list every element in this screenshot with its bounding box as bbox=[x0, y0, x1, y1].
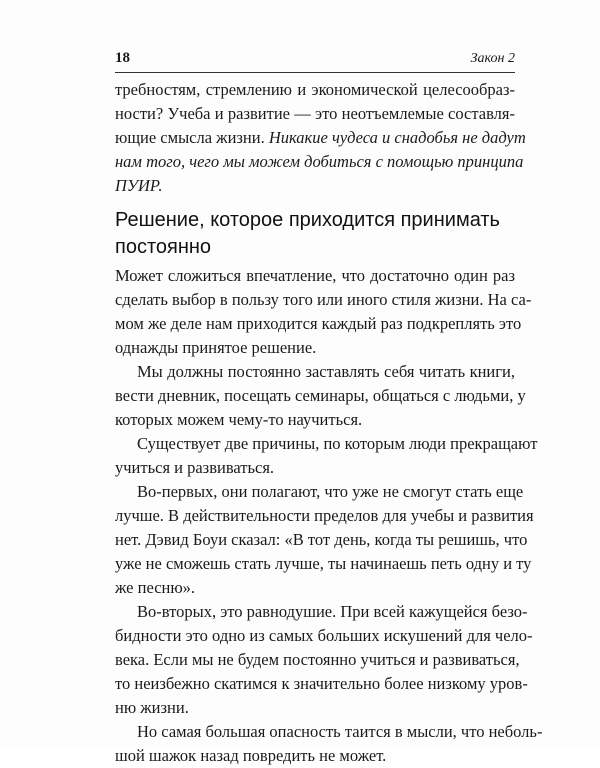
text-line: шой шажок назад повредить не может. bbox=[115, 746, 387, 765]
text-line: Во-вторых, это равнодушие. При всей кажущейся безо- bbox=[137, 602, 528, 621]
text-line: уже не сможешь стать лучше, ты начинаешь петь одну и ту bbox=[115, 554, 532, 573]
italic-text-segment: Никакие чудеса и снадобья не дадут bbox=[268, 128, 526, 147]
text-line: лучше. В действительности пределов для учебы и развития bbox=[115, 506, 534, 525]
page-number: 18 bbox=[115, 50, 130, 66]
heading-line: постоянно bbox=[115, 236, 212, 258]
text-line: бидности это одно из самых больших искушений для чело- bbox=[115, 626, 533, 645]
paragraph bbox=[115, 600, 533, 720]
text-line: требностям, стремлению и экономической целесообраз- bbox=[115, 80, 515, 99]
text-line: Существует две причины, по которым люди прекращают bbox=[137, 434, 538, 453]
text-line: то неизбежно скатимся к значительно более низкому уров- bbox=[115, 674, 528, 693]
heading-line: Решение, которое приходится принимать bbox=[115, 209, 500, 231]
chapter-title: Закон 2 bbox=[470, 51, 515, 66]
text-line-mixed bbox=[115, 126, 526, 150]
text-line: Но самая большая опасность таится в мысли, что неболь- bbox=[137, 722, 543, 741]
section-heading bbox=[115, 207, 515, 261]
text-line: которых можем чему-то научиться. bbox=[115, 410, 363, 429]
text-line: вести дневник, посещать семинары, общаться с людьми, у bbox=[115, 386, 526, 405]
italic-text-line: ПУИР. bbox=[115, 176, 163, 195]
text-line: мом же деле нам приходится каждый раз подкреплять это bbox=[115, 314, 522, 333]
text-segment: ющие смысла жизни. bbox=[115, 128, 265, 147]
running-header bbox=[115, 50, 515, 73]
text-line: Мы должны постоянно заставлять себя читать книги, bbox=[137, 362, 515, 381]
text-line: учиться и развиваться. bbox=[115, 458, 275, 477]
text-line: ню жизни. bbox=[115, 698, 189, 717]
paragraph bbox=[115, 360, 526, 432]
text-line: века. Если мы не будем постоянно учиться и развиваться, bbox=[115, 650, 520, 669]
text-line: однажды принятое решение. bbox=[115, 338, 317, 357]
text-line: же песню». bbox=[115, 578, 196, 597]
paragraph bbox=[115, 720, 543, 768]
intro-paragraph bbox=[115, 78, 526, 198]
text-line: Может сложиться впечатление, что достаточно один раз bbox=[115, 266, 515, 285]
main-text bbox=[115, 264, 543, 768]
paragraph bbox=[115, 264, 532, 360]
text-line: нет. Дэвид Боуи сказал: «В тот день, когда ты решишь, что bbox=[115, 530, 528, 549]
italic-text-line: нам того, чего мы можем добиться с помощью принципа bbox=[115, 152, 524, 171]
paragraph bbox=[115, 432, 538, 480]
text-line: сделать выбор в пользу того или иного стиля жизни. На са- bbox=[115, 290, 532, 309]
text-line: Во-первых, они полагают, что уже не смогут стать еще bbox=[137, 482, 524, 501]
paragraph bbox=[115, 480, 534, 600]
text-line: ности? Учеба и развитие — это неотъемлемые составля- bbox=[115, 104, 515, 123]
